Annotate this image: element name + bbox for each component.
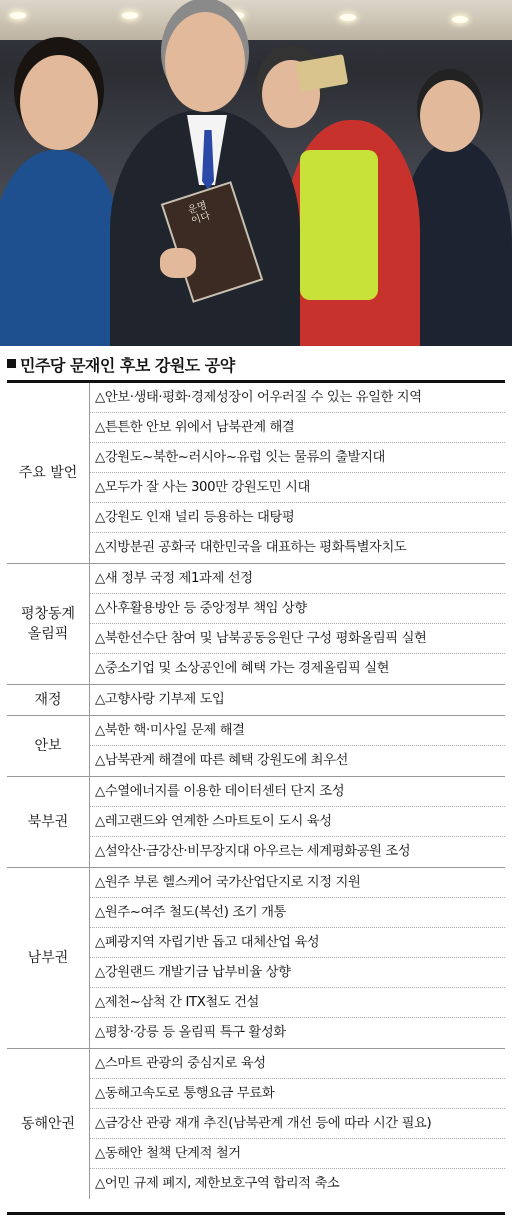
book-cover-title: 운명이다	[186, 200, 212, 227]
pledge-item: △고향사랑 기부제 도입	[95, 692, 225, 707]
pledge-item: △북한 핵·미사일 문제 해결	[90, 716, 505, 746]
pledge-item: △어민 규제 폐지, 제한보호구역 합리적 축소	[95, 1176, 340, 1191]
pledge-item-list	[89, 1049, 505, 1199]
pledge-group	[7, 685, 505, 716]
candidate-head	[165, 12, 245, 112]
category-label: 안보	[34, 738, 62, 754]
pledge-item: △안보·생태·평화·경제성장이 어우러질 수 있는 유일한 지역	[90, 383, 505, 413]
pledge-group	[7, 716, 505, 777]
pledge-group	[7, 564, 505, 685]
woman-head	[20, 55, 98, 150]
page-title: 민주당 문재인 후보 강원도 공약	[20, 356, 235, 375]
pledge-item: △원주 부론 헬스케어 국가산업단지로 지정 지원	[90, 868, 505, 898]
pledge-item: △스마트 관광의 중심지로 육성	[90, 1049, 505, 1079]
pledge-item-list	[89, 685, 505, 715]
pledge-item-list	[89, 564, 505, 684]
pledge-item-list	[89, 868, 505, 1048]
woman-in-blue-jacket	[0, 150, 122, 346]
pledge-item: △강원도~북한~러시아~유럽 잇는 물류의 출발지대	[90, 443, 505, 473]
pledge-group	[7, 383, 505, 564]
ceiling	[0, 0, 512, 40]
table-bottom-rule	[7, 1212, 505, 1215]
pledge-table	[7, 383, 505, 1199]
ceiling-light	[452, 16, 468, 23]
ceiling-light	[228, 12, 244, 19]
pledge-item: △모두가 잘 사는 300만 강원도민 시대	[90, 473, 505, 503]
category-label: 주요 발언	[18, 465, 78, 481]
pledge-item: △강원랜드 개발기금 납부비율 상향	[90, 958, 505, 988]
pledge-item: △평창·강릉 등 올림픽 특구 활성화	[95, 1025, 286, 1040]
pledge-item: △사후활용방안 등 중앙정부 책임 상향	[90, 594, 505, 624]
pledge-item: △강원도 인재 널리 등용하는 대탕평	[90, 503, 505, 533]
pledge-group	[7, 777, 505, 868]
pledge-item: △금강산 관광 재개 추진(남북관계 개선 등에 따라 시간 필요)	[90, 1109, 505, 1139]
pledge-item: △북한선수단 참여 및 남북공동응원단 구성 평화올림픽 실현	[90, 624, 505, 654]
ceiling-light	[340, 14, 356, 21]
ceiling-light	[122, 12, 138, 19]
title-bullet-square	[7, 359, 16, 368]
pledge-item: △지방분권 공화국 대한민국을 대표하는 평화특별자치도	[95, 540, 407, 555]
pledge-item: △동해고속도로 통행요금 무료화	[90, 1079, 505, 1109]
pledge-item-list	[89, 716, 505, 776]
pledge-item: △폐광지역 자립기반 돕고 대체산업 육성	[90, 928, 505, 958]
safety-vest	[300, 150, 378, 300]
pledge-item: △튼튼한 안보 위에서 남북관계 해결	[90, 413, 505, 443]
category-label: 북부권	[27, 814, 69, 830]
pledge-group	[7, 868, 505, 1049]
candidate-hand	[160, 248, 196, 278]
ceiling-light	[10, 12, 26, 19]
pledge-item-list	[89, 383, 505, 563]
category-label: 동해안권	[20, 1116, 76, 1132]
pledge-item: △원주~여주 철도(복선) 조기 개통	[90, 898, 505, 928]
pledge-item: △레고랜드와 연계한 스마트토이 도시 육성	[90, 807, 505, 837]
pledge-item: △동해안 철책 단계적 철거	[90, 1139, 505, 1169]
category-label: 남부권	[27, 950, 69, 966]
category-label: 재정	[34, 692, 62, 708]
pledge-item: △수열에너지를 이용한 데이터센터 단지 조성	[90, 777, 505, 807]
pledge-item: △남북관계 해결에 따른 혜택 강원도에 최우선	[95, 753, 348, 768]
pledge-item-list	[89, 777, 505, 867]
pledge-item: △새 정부 국정 제1과제 선정	[90, 564, 505, 594]
news-photo	[0, 0, 512, 346]
category-label: 평창동계 올림픽	[20, 606, 76, 642]
man-right-head	[420, 80, 480, 152]
pledge-item: △제천~삼척 간 ITX철도 건설	[90, 988, 505, 1018]
article-title-bar	[7, 350, 505, 378]
pledge-group	[7, 1049, 505, 1199]
pledge-item: △중소기업 및 소상공인에 혜택 가는 경제올림픽 실현	[95, 661, 390, 676]
pledge-item: △설악산·금강산·비무장지대 아우르는 세계평화공원 조성	[95, 844, 411, 859]
smartphone	[296, 54, 348, 92]
